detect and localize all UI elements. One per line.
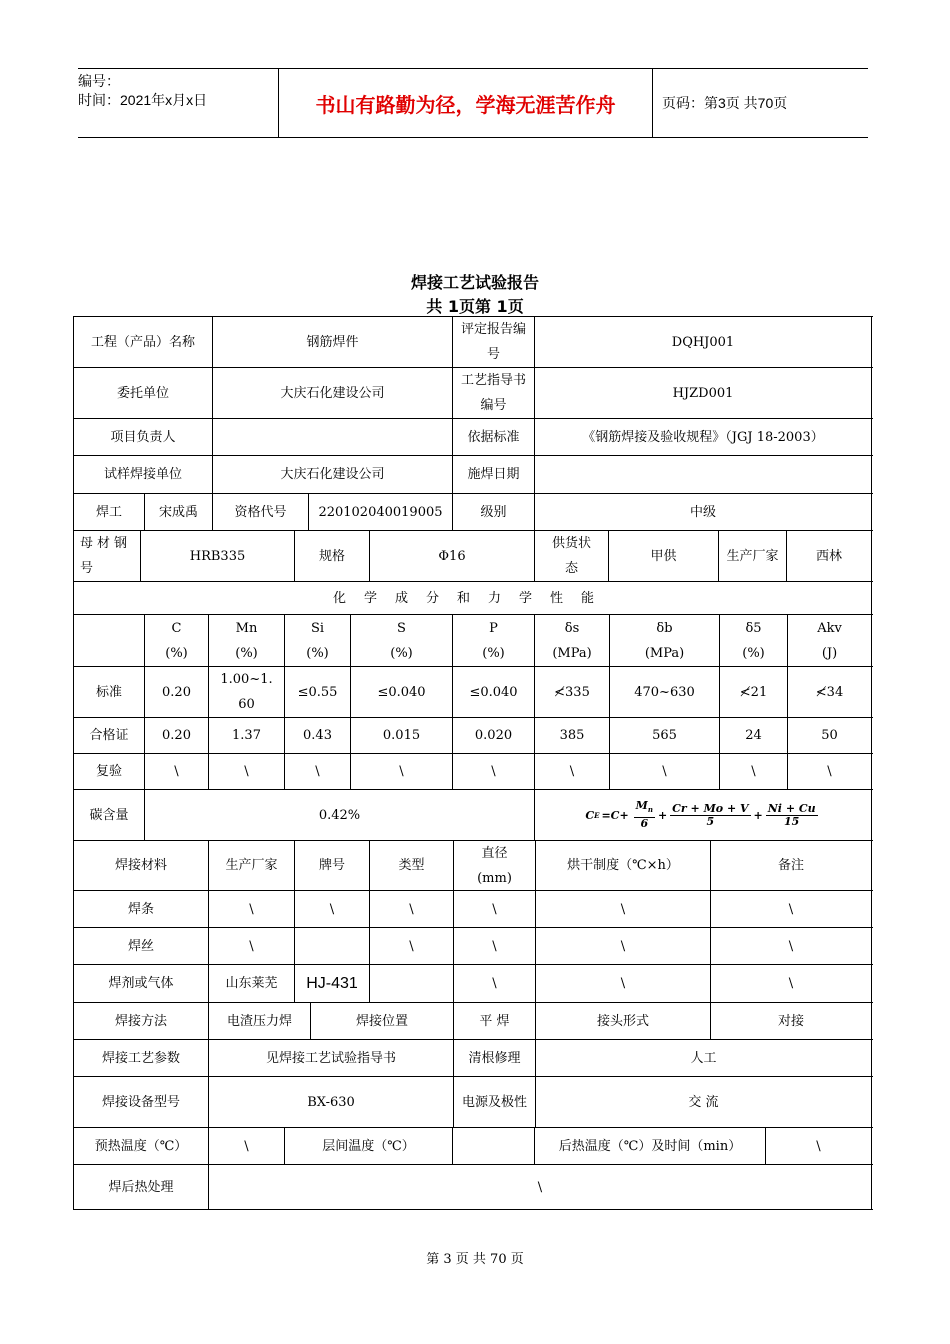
chem-header-akv: Akv (J) — [788, 615, 872, 666]
cert-mn: 1.37 — [209, 718, 285, 753]
std-d5: ≮21 — [720, 667, 788, 717]
label-guide-no: 工艺指导书编号 — [453, 368, 535, 418]
std-db: 470~630 — [610, 667, 720, 717]
value-grade: 中级 — [535, 494, 872, 530]
value-joint: 对接 — [711, 1003, 872, 1039]
cert-db: 565 — [610, 718, 720, 753]
std-akv: ≮34 — [788, 667, 872, 717]
doc-title: 焊接工艺试验报告 — [410, 273, 539, 292]
value-carbon: 0.42% — [145, 790, 535, 840]
row-material-headers — [74, 841, 873, 891]
label-supply: 供货状态 — [535, 531, 609, 581]
row-params — [74, 1040, 873, 1077]
value-spec: Φ16 — [370, 531, 535, 581]
chem-header-s: S (%) — [351, 615, 453, 666]
recheck-ds: \ — [535, 754, 610, 789]
value-interpass — [453, 1128, 535, 1164]
row-recheck-values — [74, 754, 873, 790]
label-weld-date: 施焊日期 — [453, 456, 535, 493]
row-flux — [74, 965, 873, 1003]
label-wire: 焊丝 — [74, 928, 209, 964]
label-electrode: 焊条 — [74, 891, 209, 927]
row-equipment — [74, 1077, 873, 1128]
value-report-no: DQHJ001 — [535, 317, 872, 367]
value-weld-unit: 大庆石化建设公司 — [213, 456, 453, 493]
chem-header-c: C (%) — [145, 615, 209, 666]
cert-p: 0.020 — [453, 718, 535, 753]
value-client: 大庆石化建设公司 — [213, 368, 453, 418]
label-report-no: 评定报告编号 — [453, 317, 535, 367]
value-manager — [213, 419, 453, 455]
value-params: 见焊接工艺试验指导书 — [209, 1040, 454, 1076]
row-client — [74, 368, 873, 419]
hdr-remark: 备注 — [711, 841, 872, 890]
electrode-brand: \ — [295, 891, 370, 927]
cert-s: 0.015 — [351, 718, 453, 753]
page-header — [78, 68, 868, 138]
cert-si: 0.43 — [285, 718, 351, 753]
flux-maker: 山东莱芜 — [209, 965, 295, 1002]
label-client: 委托单位 — [74, 368, 213, 418]
row-project — [74, 317, 873, 368]
report-table — [73, 316, 873, 1210]
std-ds: ≮335 — [535, 667, 610, 717]
label-backgouge: 清根修理 — [454, 1040, 536, 1076]
hdr-brand: 牌号 — [295, 841, 370, 890]
value-qualification: 220102040019005 — [309, 494, 453, 530]
wire-maker: \ — [209, 928, 295, 964]
label-spec: 规格 — [295, 531, 370, 581]
value-weld-date — [535, 456, 872, 493]
value-power: 交 流 — [536, 1077, 872, 1127]
wire-drying: \ — [536, 928, 711, 964]
hdr-maker: 生产厂家 — [209, 841, 295, 890]
header-meta — [78, 69, 279, 137]
header-motto: 书山有路勤为径，学海无涯苦作舟 — [279, 69, 653, 137]
date-label: 时间：2021年x月x日 — [78, 92, 208, 108]
value-position: 平 焊 — [454, 1003, 536, 1039]
std-c: 0.20 — [145, 667, 209, 717]
value-base-metal: HRB335 — [141, 531, 295, 581]
label-preheat: 预热温度（℃） — [74, 1128, 209, 1164]
chem-header-mn: Mn (%) — [209, 615, 285, 666]
value-postheat: \ — [766, 1128, 872, 1164]
row-method — [74, 1003, 873, 1040]
value-guide-no: HJZD001 — [535, 368, 872, 418]
chem-header-d5: δ5 (%) — [720, 615, 788, 666]
label-equipment: 焊接设备型号 — [74, 1077, 209, 1127]
label-grade: 级别 — [453, 494, 535, 530]
std-p: ≤0.040 — [453, 667, 535, 717]
label-standard-values: 标准 — [74, 667, 145, 717]
recheck-akv: \ — [788, 754, 872, 789]
electrode-type: \ — [370, 891, 454, 927]
label-base-metal: 母材钢号 — [74, 531, 141, 581]
value-supply: 甲供 — [609, 531, 719, 581]
flux-type — [370, 965, 454, 1002]
value-method: 电渣压力焊 — [209, 1003, 311, 1039]
chem-header-db: δb (MPa) — [610, 615, 720, 666]
hdr-type: 类型 — [370, 841, 454, 890]
label-params: 焊接工艺参数 — [74, 1040, 209, 1076]
label-standard: 依据标准 — [453, 419, 535, 455]
label-postheat: 后热温度（℃）及时间（min） — [535, 1128, 766, 1164]
flux-drying: \ — [536, 965, 711, 1002]
wire-remark: \ — [711, 928, 872, 964]
label-position: 焊接位置 — [311, 1003, 454, 1039]
doc-subtitle: 共 1页第 1页 — [426, 297, 524, 316]
cert-ds: 385 — [535, 718, 610, 753]
std-mn: 1.00~1.60 — [209, 667, 285, 717]
chem-header-blank — [74, 615, 145, 666]
recheck-db: \ — [610, 754, 720, 789]
label-weld-unit: 试样焊接单位 — [74, 456, 213, 493]
cert-c: 0.20 — [145, 718, 209, 753]
label-project: 工程（产品）名称 — [74, 317, 213, 367]
label-interpass: 层间温度（℃） — [285, 1128, 453, 1164]
value-manufacturer: 西林 — [787, 531, 872, 581]
value-equipment: BX-630 — [209, 1077, 454, 1127]
value-welder: 宋成禹 — [145, 494, 213, 530]
label-power: 电源及极性 — [454, 1077, 536, 1127]
recheck-p: \ — [453, 754, 535, 789]
hdr-diameter: 直径 (mm) — [454, 841, 536, 890]
row-manager — [74, 419, 873, 456]
row-standard-values — [74, 667, 873, 718]
label-carbon: 碳含量 — [74, 790, 145, 840]
row-wire — [74, 928, 873, 965]
chem-header-si: Si (%) — [285, 615, 351, 666]
value-standard: 《钢筋焊接及验收规程》（JGJ 18-2003） — [535, 419, 872, 455]
label-cert: 合格证 — [74, 718, 145, 753]
row-base-metal — [74, 531, 873, 582]
electrode-diameter: \ — [454, 891, 536, 927]
label-flux: 焊剂或气体 — [74, 965, 209, 1002]
row-weld-unit — [74, 456, 873, 494]
label-pwht: 焊后热处理 — [74, 1165, 209, 1209]
value-pwht: \ — [209, 1165, 872, 1209]
wire-brand — [295, 928, 370, 964]
value-project: 钢筋焊件 — [213, 317, 453, 367]
cert-akv: 50 — [788, 718, 872, 753]
row-chem-headers — [74, 615, 873, 667]
chem-header-ds: δs (MPa) — [535, 615, 610, 666]
wire-diameter: \ — [454, 928, 536, 964]
recheck-c: \ — [145, 754, 209, 789]
label-qualification: 资格代号 — [213, 494, 309, 530]
number-label: 编号： — [78, 73, 120, 89]
std-si: ≤0.55 — [285, 667, 351, 717]
header-page-info: 页码：第3页 共70页 — [662, 95, 788, 111]
chem-title: 化学成分和力学性能 — [74, 582, 872, 614]
label-welder: 焊工 — [74, 494, 145, 530]
label-joint: 接头形式 — [536, 1003, 711, 1039]
row-chem-title — [74, 582, 873, 615]
label-manager: 项目负责人 — [74, 419, 213, 455]
label-method: 焊接方法 — [74, 1003, 209, 1039]
recheck-d5: \ — [720, 754, 788, 789]
hdr-material: 焊接材料 — [74, 841, 209, 890]
std-s: ≤0.040 — [351, 667, 453, 717]
chem-header-p: P (%) — [453, 615, 535, 666]
flux-remark: \ — [711, 965, 872, 1002]
cert-d5: 24 — [720, 718, 788, 753]
carbon-equivalent-formula: C E =C+ $\frac{M_n}{6}$ + $\frac{Cr + Mo + V}{5}$ + $\frac{Ni + Cu}{15}$ — [535, 790, 872, 840]
electrode-drying: \ — [536, 891, 711, 927]
hdr-drying: 烘干制度（℃×h） — [536, 841, 711, 890]
page-footer: 第 3 页 共 70 页 — [426, 1252, 524, 1267]
flux-diameter: \ — [454, 965, 536, 1002]
recheck-s: \ — [351, 754, 453, 789]
row-heat — [74, 1128, 873, 1165]
row-post-heat-treatment — [74, 1165, 873, 1210]
wire-type: \ — [370, 928, 454, 964]
flux-brand: HJ-431 — [295, 965, 370, 1002]
value-backgouge: 人工 — [536, 1040, 872, 1076]
electrode-maker: \ — [209, 891, 295, 927]
recheck-si: \ — [285, 754, 351, 789]
recheck-mn: \ — [209, 754, 285, 789]
value-preheat: \ — [209, 1128, 285, 1164]
label-recheck: 复验 — [74, 754, 145, 789]
label-manufacturer: 生产厂家 — [719, 531, 787, 581]
row-electrode — [74, 891, 873, 928]
row-welder — [74, 494, 873, 531]
row-carbon — [74, 790, 873, 841]
electrode-remark: \ — [711, 891, 872, 927]
row-cert-values — [74, 718, 873, 754]
